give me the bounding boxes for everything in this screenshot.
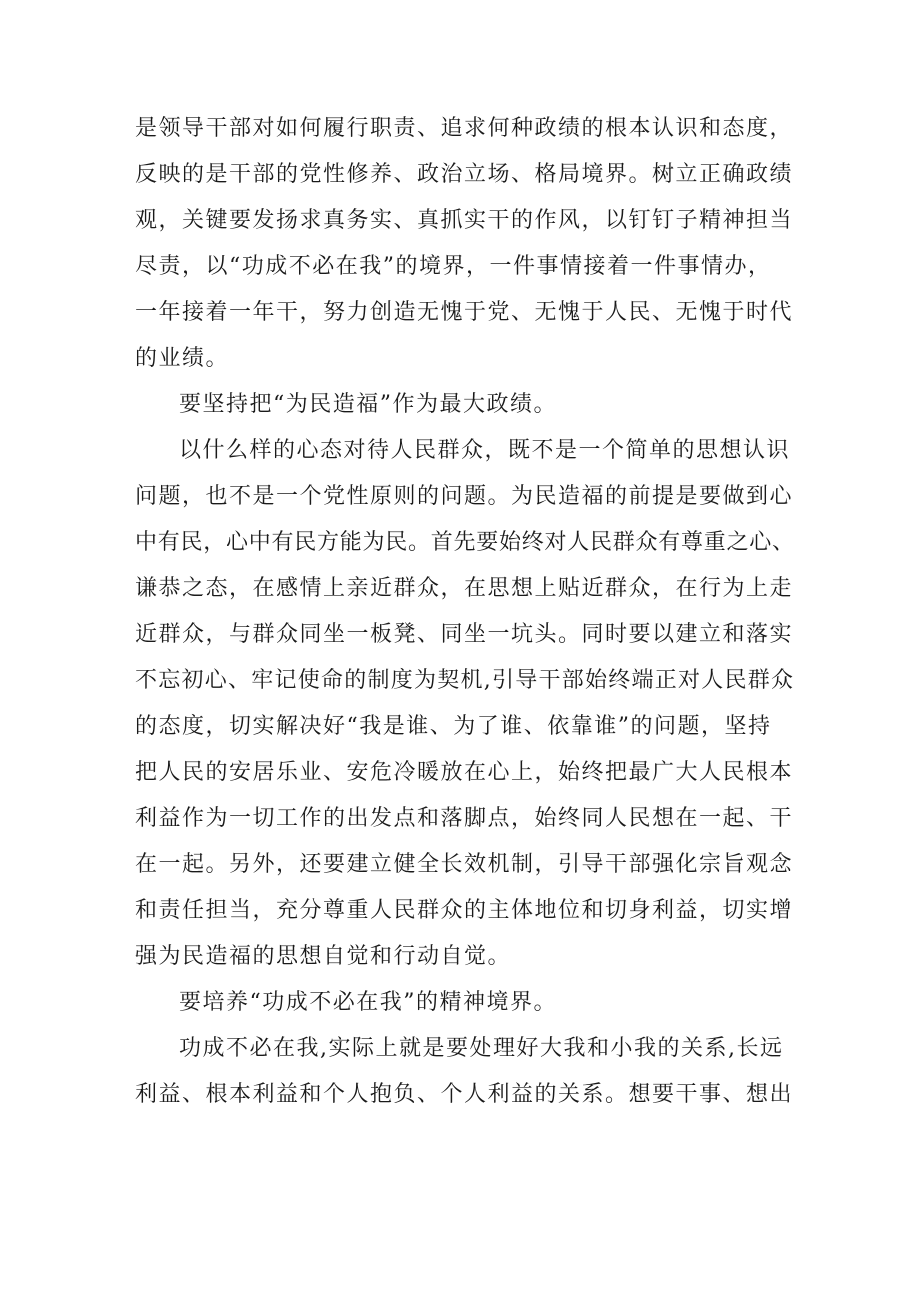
section-heading-line: 要培养“功成不必在我”的精神境界。 [179,990,557,1015]
body-text-line: 不忘初心、牢记使命的制度为契机,引导干部始终端正对人民群众 [135,668,795,693]
section-heading-line: 要坚持把“为民造福”作为最大政绩。 [179,392,557,417]
body-text-line: 利益作为一切工作的出发点和落脚点，始终同人民想在一起、干 [135,806,794,831]
body-text-line: 谦恭之态，在感情上亲近群众，在思想上贴近群众，在行为上走 [135,576,794,601]
body-text-line: 的态度，切实解决好“我是谁、为了谁、依靠谁”的问题，坚持 [135,714,772,739]
body-text-line: 把人民的安居乐业、安危冷暖放在心上，始终把最广大人民根本 [135,760,794,785]
body-text-line: 以什么样的心态对待人民群众，既不是一个简单的思想认识 [179,438,791,463]
document-body [135,106,795,1118]
body-text-line: 一年接着一年干，努力创造无愧于党、无愧于人民、无愧于时代 [135,300,794,325]
body-text-line: 尽责，以“功成不必在我”的境界，一件事情接着一件事情办， [135,254,772,279]
body-text-line: 利益、根本利益和个人抱负、个人利益的关系。想要干事、想出 [135,1082,794,1107]
body-text-line: 反映的是干部的党性修养、政治立场、格局境界。树立正确政绩 [135,162,794,187]
body-text-line: 强为民造福的思想自觉和行动自觉。 [135,944,512,969]
body-text-line: 功成不必在我,实际上就是要处理好大我和小我的关系,长远 [179,1036,784,1061]
body-text-line: 中有民，心中有民方能为民。首先要始终对人民群众有尊重之心、 [135,530,795,555]
body-text-line: 观，关键要发扬求真务实、真抓实干的作风，以钉钉子精神担当 [135,208,794,233]
body-text-line: 的业绩。 [135,346,230,371]
body-text-line: 是领导干部对如何履行职责、追求何种政绩的根本认识和态度， [135,116,794,141]
body-text-line: 和责任担当，充分尊重人民群众的主体地位和切身利益，切实增 [135,898,794,923]
body-text-line: 近群众，与群众同坐一板凳、同坐一坑头。同时要以建立和落实 [135,622,794,647]
body-text-line: 问题，也不是一个党性原则的问题。为民造福的前提是要做到心 [135,484,794,509]
body-text-line: 在一起。另外，还要建立健全长效机制，引导干部强化宗旨观念 [135,852,794,877]
